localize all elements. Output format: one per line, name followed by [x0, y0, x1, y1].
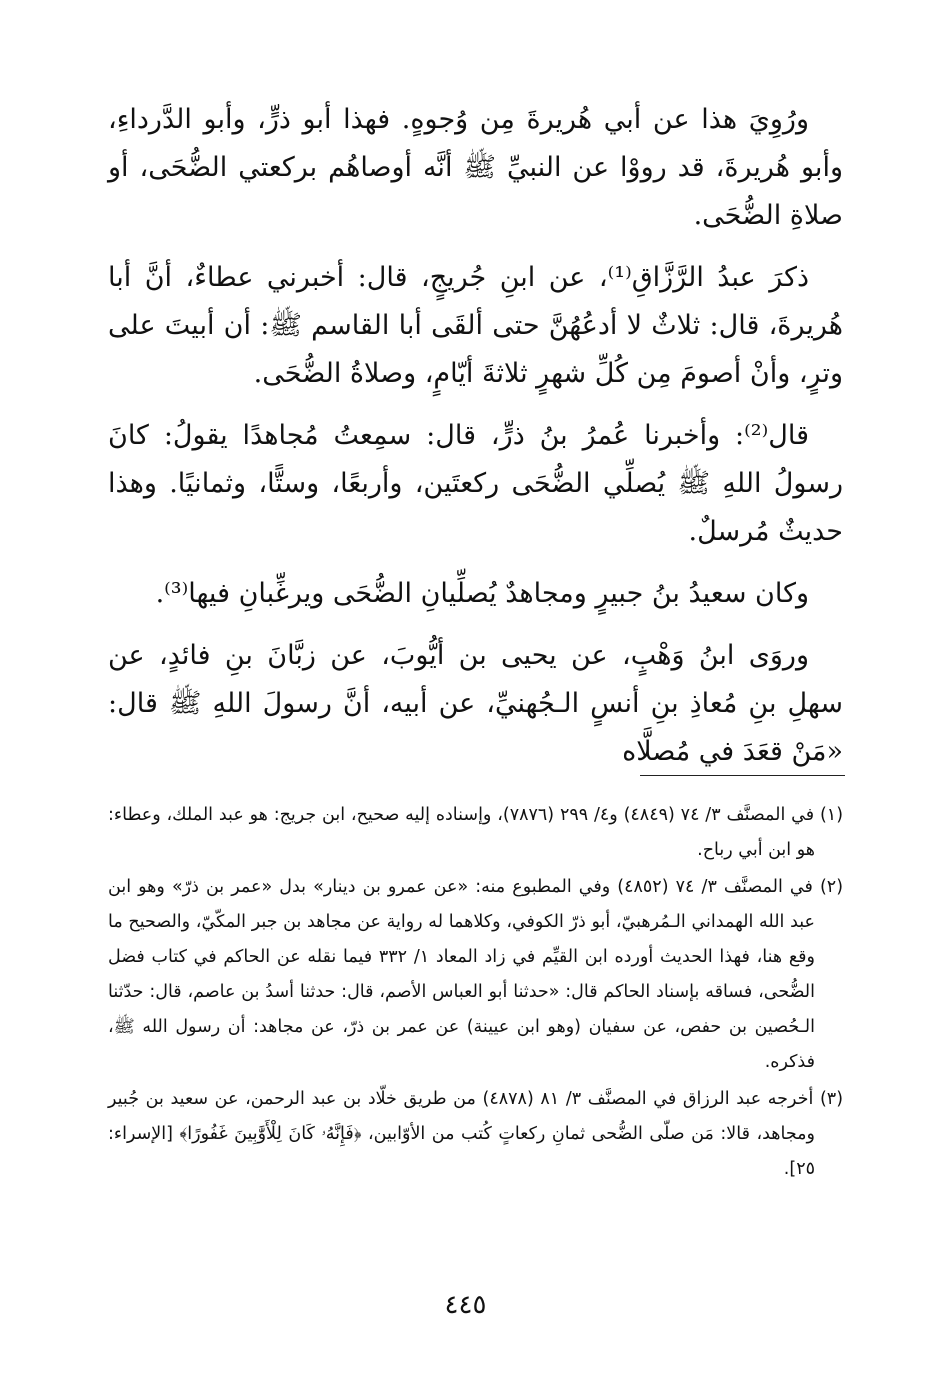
paragraph: وكان سعيدُ بنُ جبيرٍ ومجاهدٌ يُصلِّيانِ الضُّحَى ويرغِّبانِ فيها⁽³⁾. — [155, 578, 809, 609]
paragraph: وروَى ابنُ وَهْبٍ، عن يحيى بن أيُّوبَ، عن زبَّانَ بنِ فائدٍ، عن سهلِ بنِ مُعاذِ بنِ أنسٍ الـجُهنيِّ، عن أبيه، أنَّ رسولَ اللهِ ﷺ قال: «مَنْ قعَدَ في مُصلَّاه — [108, 640, 843, 767]
footnote-2: (٢) في المصنَّف ٣/ ٧٤ (٤٨٥٢) وفي المطبوع منه: «عن عمرو بن دينار» بدل «عمر بن ذرّ» وهو ابن عبد الله الهمداني الـمُرهبيّ، أبو ذرّ الكوفي، وكلاهما له رواية عن مجاهد بن جبر المكّيّ، والصحيح ما وقع هنا، فهذا الحديث أورده ابن القيِّم في زاد المعاد ١/ ٣٣٢ فيما نقله عن الحاكم في كتاب فضل الضُّحى، فساقه بإسناد الحاكم قال: «حدثنا أبو العباس الأصم، قال: حدثنا أسدُ بن عاصم، قال: حدّثنا الـحُصين بن حفص، عن سفيان (وهو ابن عيينة) عن عمر بن ذرّ، عن مجاهد: أن رسول الله ﷺ، فذكره. — [108, 877, 844, 1072]
footnote-1: (١) في المصنَّف ٣/ ٧٤ (٤٨٤٩) و٤/ ٢٩٩ (٧٨٧٦)، وإسناده إليه صحيح، ابن جريج: هو عبد الملك، وعطاء: هو ابن أبي رباح. — [108, 805, 844, 860]
paragraph: ورُوِيَ هذا عن أبي هُريرةَ مِن وُجوهٍ. فهذا أبو ذرٍّ، وأبو الدَّرداءِ، وأبو هُريرةَ، قد رووْا عن النبيِّ ﷺ أنَّه أوصاهُم بركعتي الضُّحَى، أو صلاةِ الضُّحَى. — [108, 104, 843, 231]
footnote-3: (٣) أخرجه عبد الرزاق في المصنَّف ٣/ ٨١ (٤٨٧٨) من طريق خلّاد بن عبد الرحمن، عن سعيد بن جُبير ومجاهد، قالا: مَن صلّى الضُّحى ثمانِ ركعاتٍ كُتب من الأوّابين، ﴿فَإِنَّهُۥ كَانَ لِلْأَوَّٰبِينَ غَفُورًا﴾ [الإسراء: ٢٥]. — [108, 1089, 844, 1179]
page-number: ٤٤٥ — [444, 1290, 487, 1320]
main-text — [108, 96, 843, 790]
footnote-separator — [640, 775, 845, 776]
paragraph: ذكرَ عبدُ الرَّزَّاقِ⁽¹⁾، عن ابنِ جُريجٍ، قال: أخبرني عطاءٌ، أنَّ أبا هُريرةَ، قال: ثلاثٌ لا أدعُهُنَّ حتى ألقَى أبا القاسم ﷺ: أن أبيتَ على وترٍ، وأنْ أصومَ مِن كُلِّ شهرٍ ثلاثةَ أيّامٍ، وصلاةُ الضُّحَى. — [108, 262, 843, 389]
paragraph: قال⁽²⁾: وأخبرنا عُمرُ بنُ ذرٍّ، قال: سمِعتُ مُجاهدًا يقولُ: كانَ رسولُ اللهِ ﷺ يُصلِّي الضُّحَى ركعتَين، وأربعًا، وستًّا، وثمانيًا. وهذا حديثٌ مُرسلٌ. — [108, 420, 843, 547]
footnotes — [108, 798, 843, 1189]
